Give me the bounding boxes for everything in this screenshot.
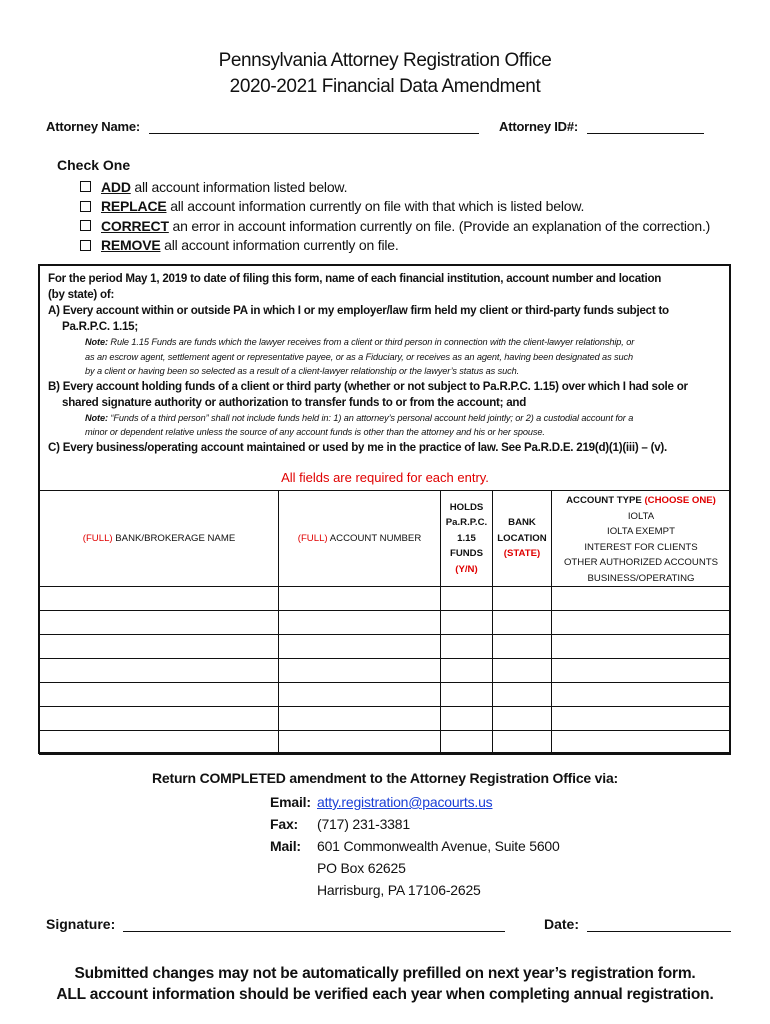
note-b-line: minor or dependent relative unless the source of any account funds is other than the attorney and his or her spouse. <box>85 427 545 437</box>
header-bank-location: BANK LOCATION (STATE) <box>493 491 552 587</box>
bank-name-cell[interactable] <box>40 707 279 731</box>
account-number-cell[interactable] <box>279 587 441 611</box>
account-number-cell[interactable] <box>279 707 441 731</box>
clause-a-cont: Pa.R.P.C. 1.15; <box>62 320 138 333</box>
mail-line: Harrisburg, PA 17106-2625 <box>317 882 481 898</box>
email-label: Email: <box>270 794 311 810</box>
bank-location-cell[interactable] <box>493 707 552 731</box>
return-instructions: Return COMPLETED amendment to the Attorney Registration Office via: <box>151 770 619 786</box>
bank-location-cell[interactable] <box>493 587 552 611</box>
required-note: All fields are required for each entry. <box>281 470 489 485</box>
date-row <box>544 916 731 932</box>
note-a-line: by a client or having been so selected as a result of a client-lawyer relationship or the lawyer’s status as such. <box>85 366 520 376</box>
clause-b-cont: shared signature authority or authorization to transfer funds to or from the account; and <box>62 395 527 409</box>
fax-value: (717) 231-3381 <box>317 816 410 832</box>
bank-name-cell[interactable] <box>40 683 279 707</box>
option-remove[interactable] <box>80 236 710 256</box>
note-text: Rule 1.15 Funds are funds which the lawyer receives from a client or third person in connection with the client-lawyer relationship, or <box>107 337 635 347</box>
form-subtitle: 2020-2021 Financial Data Amendment <box>229 76 541 97</box>
holds-funds-cell[interactable] <box>441 587 493 611</box>
note-text: “Funds of a third person” shall not include funds held in: 1) an attorney’s personal account held jointly; or 2) a custodial account for a <box>107 412 634 423</box>
intro-line: (by state) of: <box>48 288 115 301</box>
note-label: Note: <box>85 412 108 423</box>
attorney-id-row <box>499 119 704 134</box>
footer-note-1: Submitted changes may not be automatically prefilled on next year’s registration form. <box>74 965 696 982</box>
checkbox-add[interactable] <box>80 181 91 192</box>
signature-row <box>46 916 505 932</box>
holds-funds-cell[interactable] <box>441 611 493 635</box>
table-header-row <box>40 491 731 587</box>
option-add[interactable] <box>80 177 710 197</box>
header-bank-name: (FULL) BANK/BROKERAGE NAME <box>40 491 279 587</box>
check-one-label: Check One <box>57 157 131 173</box>
account-number-cell[interactable] <box>279 635 441 659</box>
bank-name-cell[interactable] <box>40 659 279 683</box>
header-holds-funds: HOLDS Pa.R.P.C. 1.15 FUNDS (Y/N) <box>441 491 493 587</box>
fax-label: Fax: <box>270 816 298 832</box>
mail-line: PO Box 62625 <box>317 860 406 876</box>
holds-funds-cell[interactable] <box>441 707 493 731</box>
account-type-cell[interactable] <box>552 611 731 635</box>
email-link[interactable]: atty.registration@pacourts.us <box>317 794 493 810</box>
note-label: Note: <box>85 337 108 347</box>
option-keyword: REMOVE <box>101 237 161 254</box>
bank-location-cell[interactable] <box>493 731 552 755</box>
check-options <box>80 177 710 255</box>
signature-field[interactable] <box>123 918 505 932</box>
table-row <box>40 635 731 659</box>
bank-location-cell[interactable] <box>493 635 552 659</box>
table-row <box>40 611 731 635</box>
account-type-cell[interactable] <box>552 683 731 707</box>
header-account-type: ACCOUNT TYPE (CHOOSE ONE) IOLTA IOLTA EXEMPT INTEREST FOR CLIENTS OTHER AUTHORIZED ACCOUNTS BUSINESS/OPERATING <box>552 491 731 587</box>
option-correct[interactable] <box>80 216 710 236</box>
account-number-cell[interactable] <box>279 731 441 755</box>
checkbox-remove[interactable] <box>80 240 91 251</box>
account-type-cell[interactable] <box>552 659 731 683</box>
attorney-id-field[interactable] <box>587 122 704 134</box>
instructions-block <box>48 271 728 456</box>
mail-label: Mail: <box>270 838 301 854</box>
account-number-cell[interactable] <box>279 611 441 635</box>
date-label: Date: <box>544 916 580 932</box>
account-type-cell[interactable] <box>552 707 731 731</box>
signature-label: Signature: <box>46 916 116 932</box>
intro-line: For the period May 1, 2019 to date of filing this form, name of each financial institution, account number and location <box>48 272 662 285</box>
note-a-line: as an escrow agent, settlement agent or representative payee, or as a Fiduciary, or receives as an agent, having been designated as such <box>85 351 634 362</box>
option-text: all account information listed below. <box>130 178 348 195</box>
holds-funds-cell[interactable] <box>441 659 493 683</box>
form-title: Pennsylvania Attorney Registration Office <box>218 50 552 71</box>
checkbox-replace[interactable] <box>80 201 91 212</box>
checkbox-correct[interactable] <box>80 220 91 231</box>
account-type-cell[interactable] <box>552 587 731 611</box>
account-number-cell[interactable] <box>279 659 441 683</box>
account-type-cell[interactable] <box>552 635 731 659</box>
header-account-number: (FULL) ACCOUNT NUMBER <box>279 491 441 587</box>
holds-funds-cell[interactable] <box>441 635 493 659</box>
option-text: an error in account information currently on file. (Provide an explanation of the correction.) <box>168 217 711 234</box>
clause-b: B) Every account holding funds of a client or third party (whether or not subject to Pa.R.P.C. 1.15) over which I had sole or <box>48 379 688 393</box>
attorney-name-field[interactable] <box>149 122 479 134</box>
bank-location-cell[interactable] <box>493 611 552 635</box>
note-a <box>48 335 728 350</box>
bank-location-cell[interactable] <box>493 659 552 683</box>
attorney-name-row <box>46 119 479 134</box>
option-keyword: ADD <box>101 178 131 195</box>
account-type-cell[interactable] <box>552 731 731 755</box>
bank-name-cell[interactable] <box>40 587 279 611</box>
contact-block <box>270 791 560 901</box>
account-number-cell[interactable] <box>279 683 441 707</box>
date-field[interactable] <box>587 918 731 932</box>
bank-name-cell[interactable] <box>40 635 279 659</box>
note-b <box>48 411 728 426</box>
bank-name-cell[interactable] <box>40 611 279 635</box>
option-keyword: CORRECT <box>101 217 169 234</box>
table-row <box>40 707 731 731</box>
holds-funds-cell[interactable] <box>441 683 493 707</box>
option-text: all account information currently on file. <box>160 237 399 254</box>
table-row <box>40 587 731 611</box>
clause-c: C) Every business/operating account maintained or used by me in the practice of law. See Pa.R.D.E. 219(d)(1)(iii) – (v). <box>48 440 667 454</box>
attorney-name-label: Attorney Name: <box>46 119 140 134</box>
table-row <box>40 683 731 707</box>
table-row <box>40 659 731 683</box>
table-row <box>40 731 731 755</box>
attorney-id-label: Attorney ID#: <box>499 119 579 134</box>
accounts-table <box>39 490 731 755</box>
mail-line: 601 Commonwealth Avenue, Suite 5600 <box>317 838 560 854</box>
clause-a: A) Every account within or outside PA in which I or my employer/law firm held my client or third-party funds subject to <box>48 304 669 317</box>
holds-funds-cell[interactable] <box>441 731 493 755</box>
option-keyword: REPLACE <box>101 198 167 215</box>
bank-location-cell[interactable] <box>493 683 552 707</box>
option-replace[interactable] <box>80 197 710 217</box>
bank-name-cell[interactable] <box>40 731 279 755</box>
option-text: all account information currently on file with that which is listed below. <box>166 198 585 215</box>
footer-note-2: ALL account information should be verified each year when completing annual registration. <box>56 986 714 1003</box>
